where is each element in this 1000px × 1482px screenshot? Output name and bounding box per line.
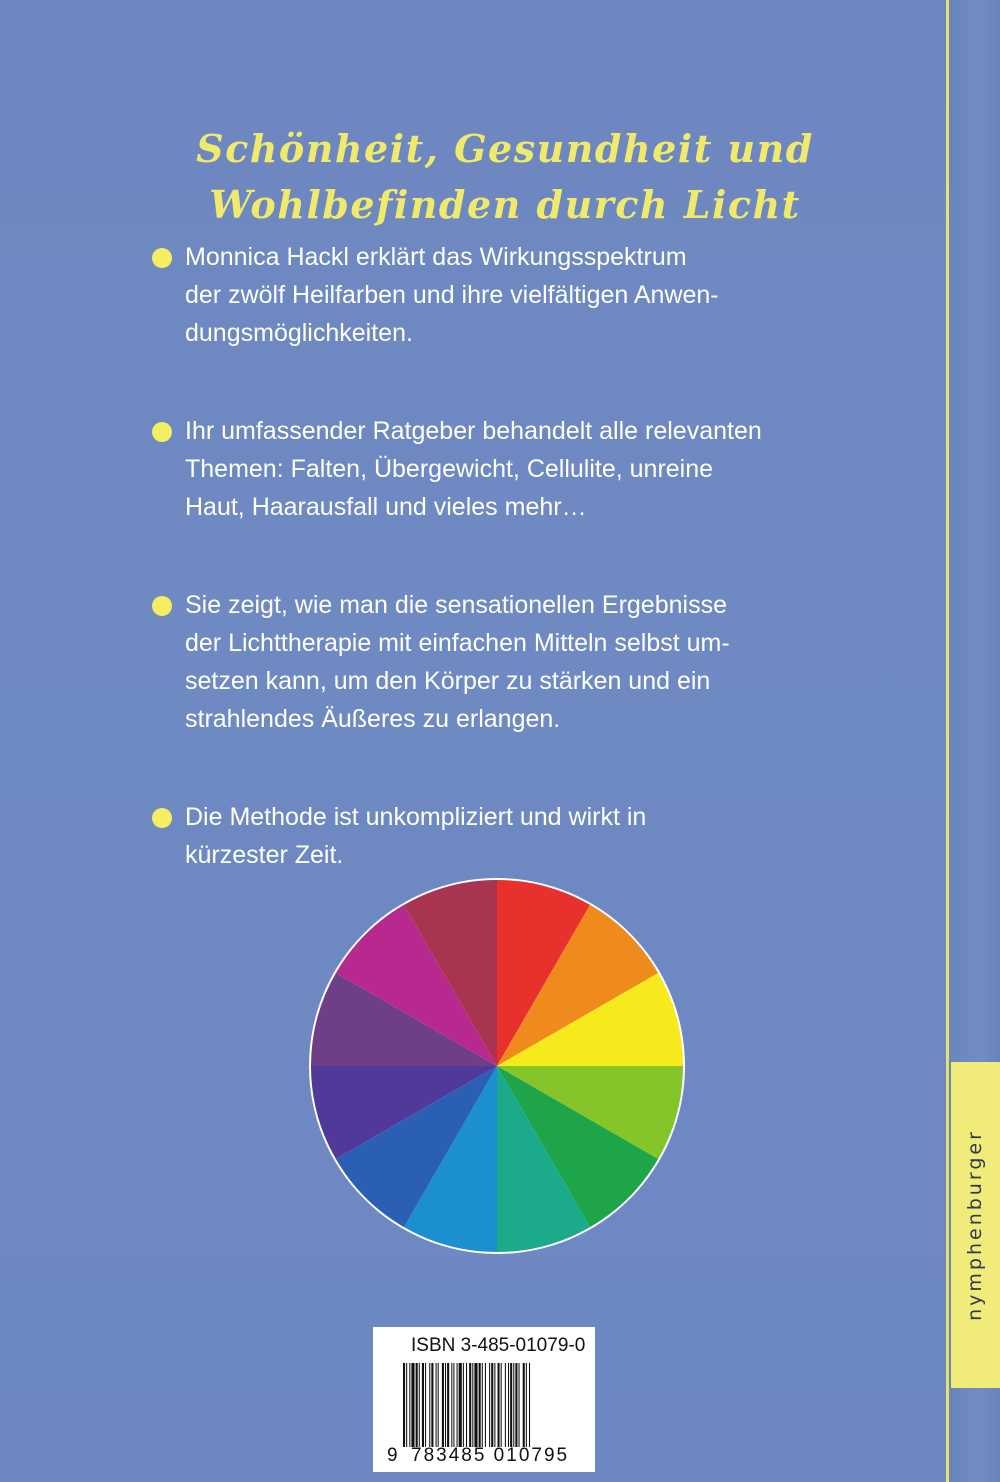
bullet-line: dungsmöglichkeiten. (185, 319, 413, 347)
barcode-bar (489, 1363, 490, 1447)
bullet-line: der zwölf Heilfarben und ihre vielfältigen Anwen- (185, 281, 719, 309)
barcode-bar (466, 1363, 467, 1447)
barcode-bar (508, 1363, 509, 1447)
bullet-line: Haut, Haarausfall und vieles mehr… (185, 493, 587, 521)
bullet-dot-icon (152, 422, 172, 442)
bullet-line: Sie zeigt, wie man die sensationellen Ergebnisse (185, 591, 727, 619)
barcode-bar (472, 1363, 473, 1447)
bullet-line: kürzester Zeit. (185, 841, 344, 869)
barcode-bar (422, 1363, 424, 1447)
bullet-line: Themen: Falten, Übergewicht, Cellulite, unreine (185, 455, 714, 483)
barcode-bar (482, 1363, 483, 1447)
bullet-item (150, 798, 850, 874)
barcode-bar (501, 1363, 502, 1447)
barcode-bar (438, 1363, 439, 1447)
bullet-line: der Lichttherapie mit einfachen Mitteln selbst um- (185, 629, 730, 657)
barcode-bar (419, 1363, 420, 1447)
bullet-line: Die Methode ist unkompliziert und wirkt in (185, 803, 647, 831)
bullet-item (150, 586, 850, 738)
barcode-bar (510, 1363, 512, 1447)
barcode-bar (515, 1363, 517, 1447)
bullet-line: Monnica Hackl erklärt das Wirkungsspektrum (185, 243, 687, 271)
barcode-bar (494, 1363, 495, 1447)
barcode-bar (436, 1363, 437, 1447)
publisher-name: nymphenburger (964, 1129, 986, 1321)
barcode-bar (445, 1363, 446, 1447)
barcode-bar (406, 1363, 407, 1447)
barcode-bar (505, 1363, 506, 1447)
bullet-dot-icon (152, 248, 172, 268)
barcode-bar (491, 1363, 493, 1447)
ean-digits: 783485 010795 (411, 1445, 570, 1466)
barcode-bar (526, 1363, 527, 1447)
bullet-item (150, 412, 850, 526)
bullet-list (150, 238, 850, 934)
bullet-item (150, 238, 850, 352)
bullet-dot-icon (152, 596, 172, 616)
barcode-bar (447, 1363, 449, 1447)
barcode-bar (498, 1363, 500, 1447)
barcode-bar (529, 1363, 530, 1447)
barcode-bar (453, 1363, 454, 1447)
ean-first-digit: 9 (387, 1445, 398, 1466)
barcode-bar (523, 1363, 525, 1447)
barcode-bar (451, 1363, 452, 1447)
barcode-bar (403, 1363, 405, 1447)
isbn-text: ISBN 3-485-01079-0 (411, 1335, 586, 1356)
barcode-bar (469, 1363, 471, 1447)
barcode-bar (416, 1363, 418, 1447)
barcode-bar (474, 1363, 477, 1447)
barcode-bars (403, 1363, 587, 1447)
bullet-line: Ihr umfassender Ratgeber behandelt alle relevanten (185, 417, 762, 445)
barcode-bar (442, 1363, 444, 1447)
headline-line-2: Wohlbefinden durch Licht (209, 182, 801, 228)
color-wheel (309, 878, 685, 1254)
barcode-bar (513, 1363, 514, 1447)
barcode-bar (479, 1363, 481, 1447)
barcode-bar (431, 1363, 433, 1447)
bullet-dot-icon (152, 808, 172, 828)
barcode-bar (411, 1363, 414, 1447)
barcode-bar (409, 1363, 410, 1447)
barcode-bar (485, 1363, 486, 1447)
barcode-bar (463, 1363, 464, 1447)
barcode-bar (459, 1363, 462, 1447)
bullet-line: strahlendes Äußeres zu erlangen. (185, 705, 561, 733)
headline (160, 121, 850, 233)
bullet-line: setzen kann, um den Körper zu stärken und ein (185, 667, 711, 695)
barcode-bar (519, 1363, 520, 1447)
headline-line-1: Schönheit, Gesundheit und (196, 126, 814, 172)
barcode-bar (425, 1363, 426, 1447)
barcode-bar (429, 1363, 430, 1447)
barcode-bar (457, 1363, 458, 1447)
barcode-label (373, 1327, 595, 1472)
